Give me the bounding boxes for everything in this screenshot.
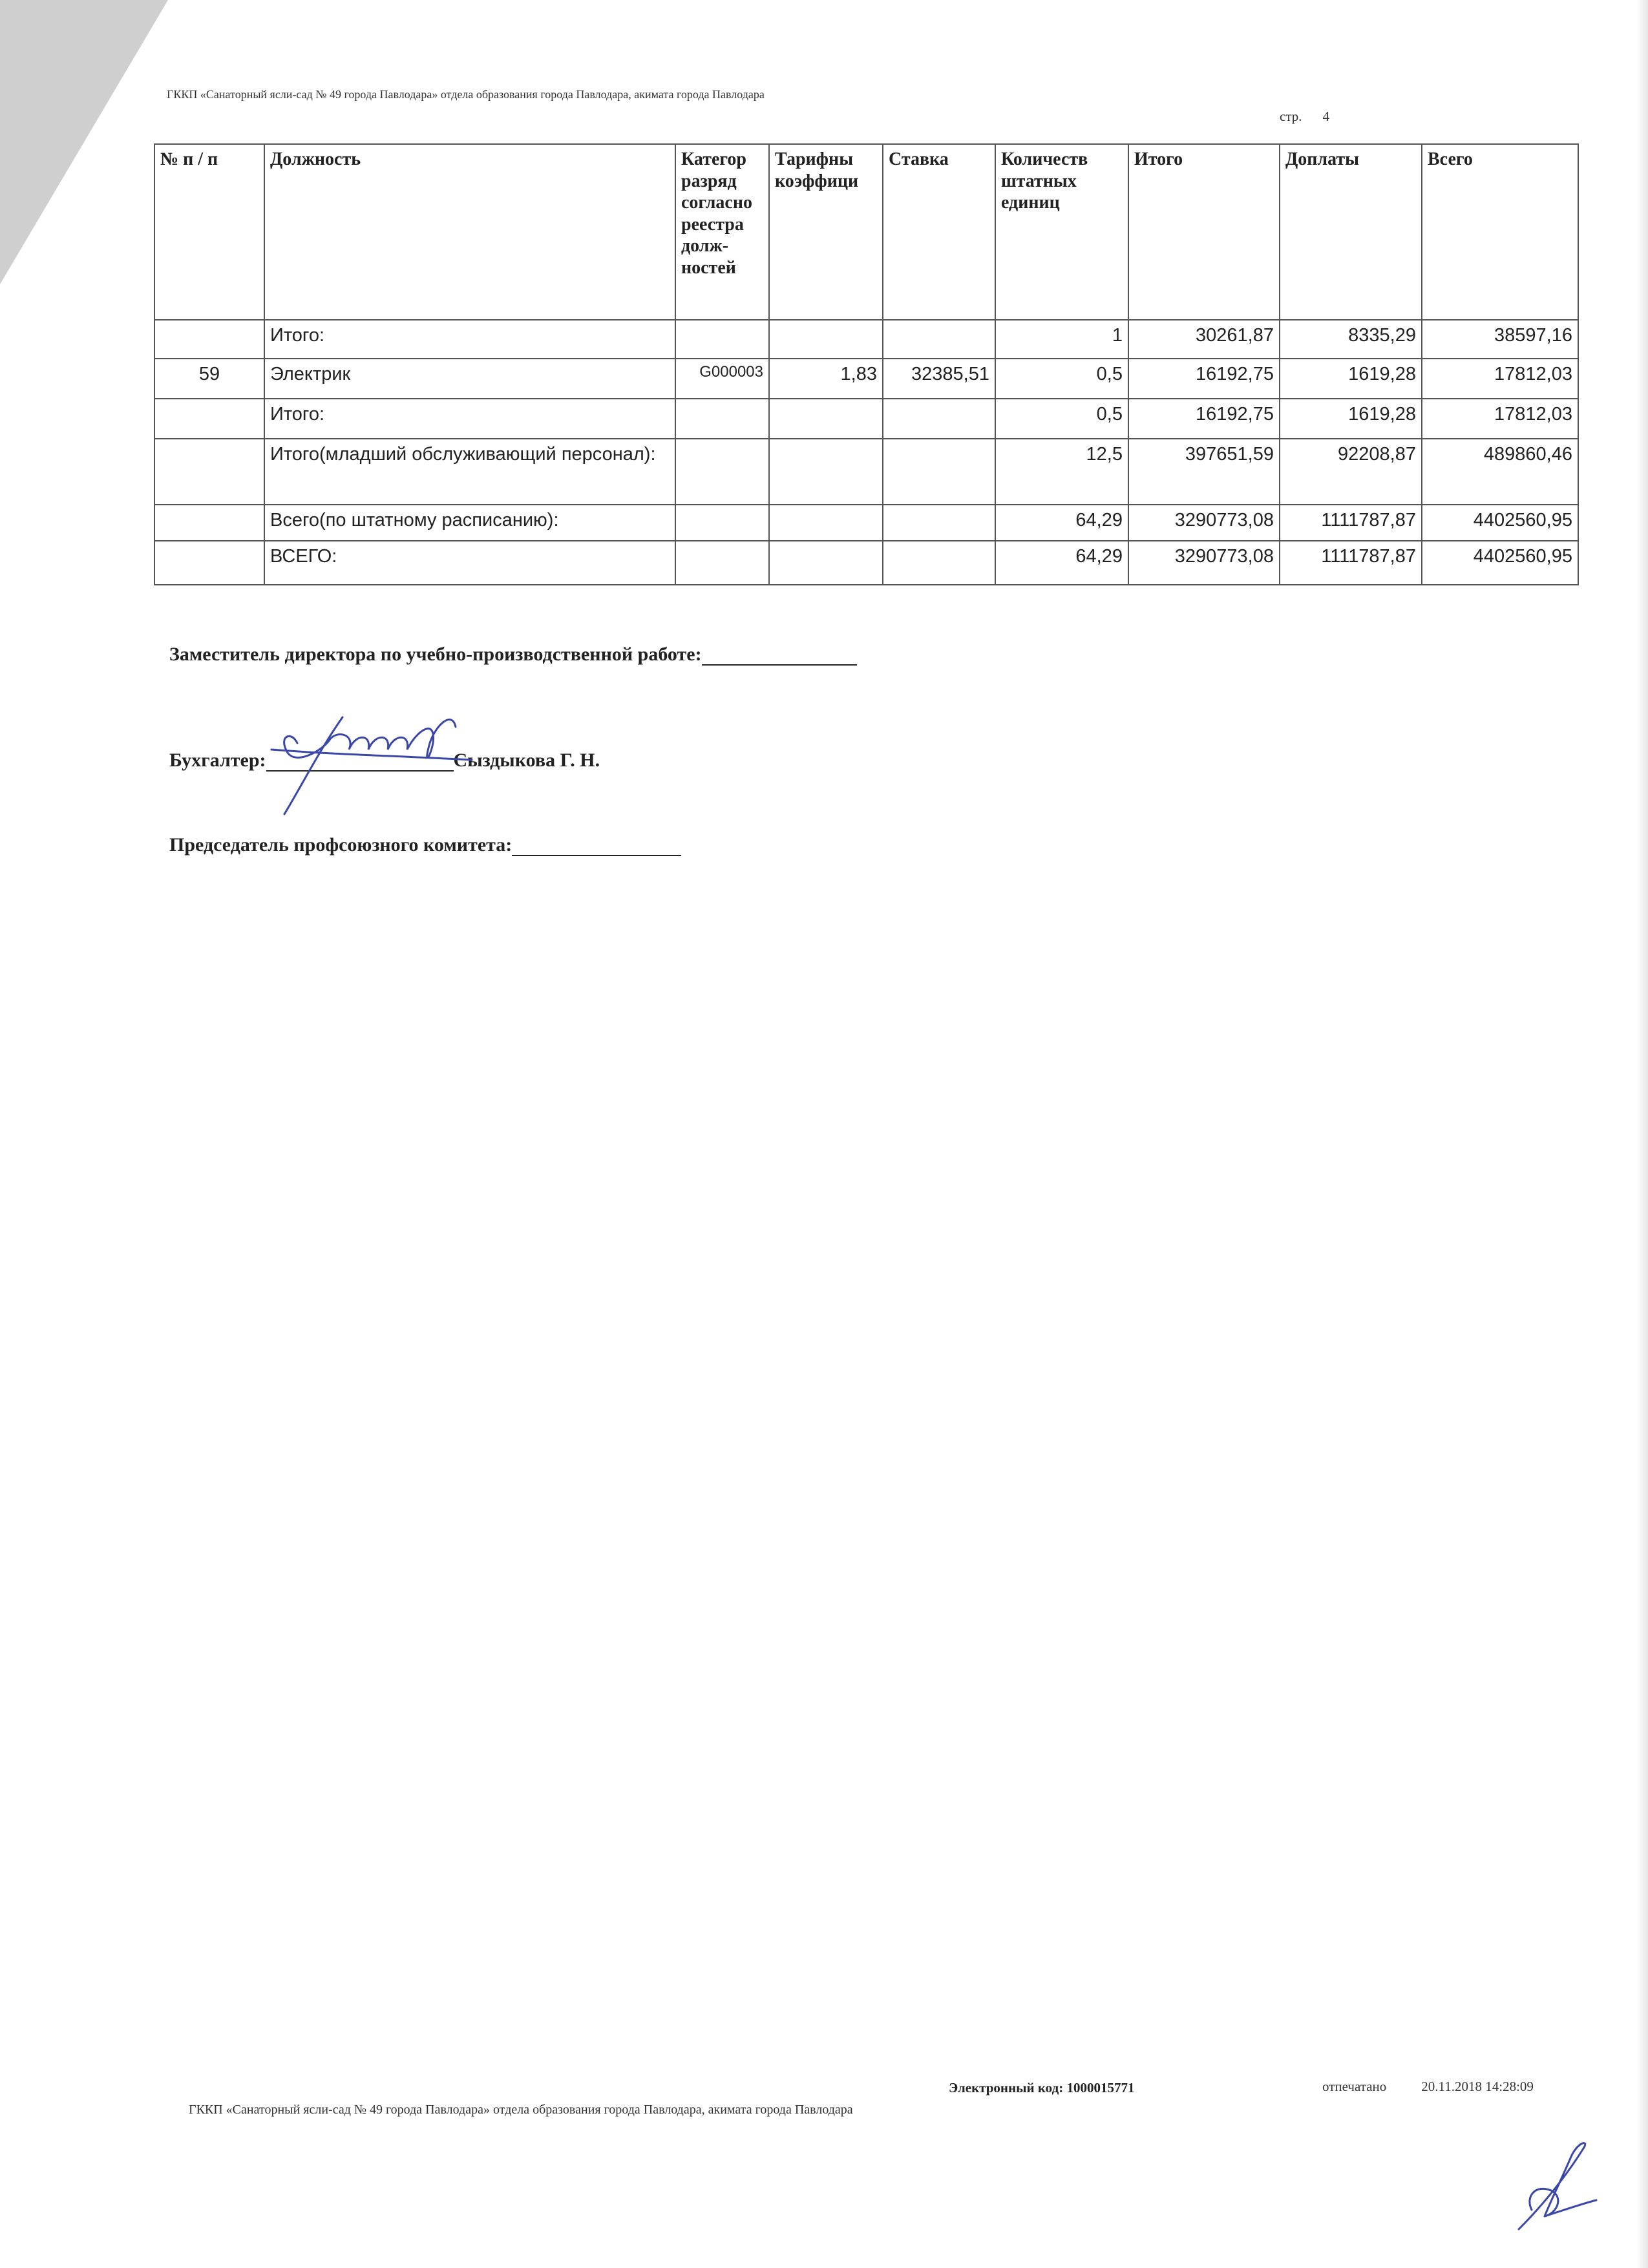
row-rate: [883, 505, 995, 541]
row-category: [675, 439, 769, 505]
row-category: [675, 399, 769, 439]
row-units: 64,29: [995, 541, 1128, 585]
row-category: [675, 320, 769, 359]
deputy-director-signature-blank: [702, 646, 857, 666]
row-coefficient: [769, 505, 883, 541]
staff-schedule-table: [154, 143, 1579, 585]
column-header: Итого: [1128, 144, 1280, 320]
row-coefficient: [769, 320, 883, 359]
row-rate: [883, 439, 995, 505]
row-units: 0,5: [995, 399, 1128, 439]
row-position: Электрик: [264, 359, 675, 399]
row-grand-total: 4402560,95: [1422, 505, 1578, 541]
scan-right-edge: [1636, 0, 1648, 2268]
row-rate: [883, 399, 995, 439]
row-number: 59: [154, 359, 264, 399]
row-units: 0,5: [995, 359, 1128, 399]
row-rate: [883, 541, 995, 585]
table-row: [154, 399, 1578, 439]
column-header: Всего: [1422, 144, 1578, 320]
row-total: 16192,75: [1128, 359, 1280, 399]
row-grand-total: 17812,03: [1422, 399, 1578, 439]
column-header: Количеств штатных единиц: [995, 144, 1128, 320]
row-total: 397651,59: [1128, 439, 1280, 505]
row-units: 12,5: [995, 439, 1128, 505]
row-extra: 8335,29: [1280, 320, 1422, 359]
row-position: Итого(младший обслуживающий персонал):: [264, 439, 675, 505]
electronic-code: Электронный код: 1000015771: [949, 2080, 1135, 2095]
row-extra: 1619,28: [1280, 399, 1422, 439]
scan-folded-corner: [0, 0, 168, 284]
column-header: Ставка: [883, 144, 995, 320]
row-coefficient: [769, 439, 883, 505]
row-total: 30261,87: [1128, 320, 1280, 359]
row-number: [154, 439, 264, 505]
row-total: 3290773,08: [1128, 541, 1280, 585]
row-number: [154, 399, 264, 439]
printed-datetime: 20.11.2018 14:28:09: [1421, 2079, 1534, 2094]
deputy-director-label: Заместитель директора по учебно-производственной работе:: [169, 644, 702, 665]
row-number: [154, 505, 264, 541]
row-number: [154, 541, 264, 585]
table-row: [154, 320, 1578, 359]
table-row: [154, 541, 1578, 585]
page-number: [1280, 109, 1329, 125]
row-position: Всего(по штатному расписанию):: [264, 505, 675, 541]
organization-footer: ГККП «Санаторный ясли-сад № 49 города Павлодара» отдела образования города Павлодара, акимата города Павлодара: [189, 2103, 853, 2117]
deputy-director-signature-line: [169, 644, 857, 666]
row-grand-total: 489860,46: [1422, 439, 1578, 505]
row-extra: 1111787,87: [1280, 541, 1422, 585]
row-units: 64,29: [995, 505, 1128, 541]
accountant-handwritten-signature: [259, 704, 478, 821]
row-extra: 1619,28: [1280, 359, 1422, 399]
accountant-name: Сыздыкова Г. Н.: [453, 750, 600, 771]
column-header: Доплаты: [1280, 144, 1422, 320]
row-rate: [883, 320, 995, 359]
row-rate: 32385,51: [883, 359, 995, 399]
row-grand-total: 17812,03: [1422, 359, 1578, 399]
row-coefficient: 1,83: [769, 359, 883, 399]
row-category: [675, 541, 769, 585]
page-initials-mark: [1506, 2139, 1603, 2236]
row-total: 3290773,08: [1128, 505, 1280, 541]
table-row: [154, 359, 1578, 399]
page-number-value: 4: [1322, 109, 1330, 124]
column-header: Категор разряд согласно реестра долж-ностей: [675, 144, 769, 320]
row-category: [675, 505, 769, 541]
row-position: ВСЕГО:: [264, 541, 675, 585]
row-extra: 92208,87: [1280, 439, 1422, 505]
table-row: [154, 505, 1578, 541]
accountant-label: Бухгалтер:: [169, 750, 266, 771]
row-position: Итого:: [264, 320, 675, 359]
row-coefficient: [769, 541, 883, 585]
organization-header: ГККП «Санаторный ясли-сад № 49 города Павлодара» отдела образования города Павлодара, акимата города Павлодара: [167, 88, 765, 101]
row-coefficient: [769, 399, 883, 439]
table-header-row: [154, 144, 1578, 320]
union-chairman-signature-blank: [512, 837, 681, 856]
row-extra: 1111787,87: [1280, 505, 1422, 541]
row-grand-total: 4402560,95: [1422, 541, 1578, 585]
printed-timestamp: [1322, 2079, 1534, 2095]
row-units: 1: [995, 320, 1128, 359]
column-header: № п / п: [154, 144, 264, 320]
column-header: Должность: [264, 144, 675, 320]
row-category: G000003: [675, 359, 769, 399]
row-number: [154, 320, 264, 359]
table-row: [154, 439, 1578, 505]
row-grand-total: 38597,16: [1422, 320, 1578, 359]
union-chairman-label: Председатель профсоюзного комитета:: [169, 834, 512, 856]
row-total: 16192,75: [1128, 399, 1280, 439]
union-chairman-signature-line: [169, 834, 681, 856]
column-header: Тарифны коэффици: [769, 144, 883, 320]
printed-label: отпечатано: [1322, 2079, 1387, 2094]
page-label: стр.: [1280, 109, 1302, 124]
row-position: Итого:: [264, 399, 675, 439]
